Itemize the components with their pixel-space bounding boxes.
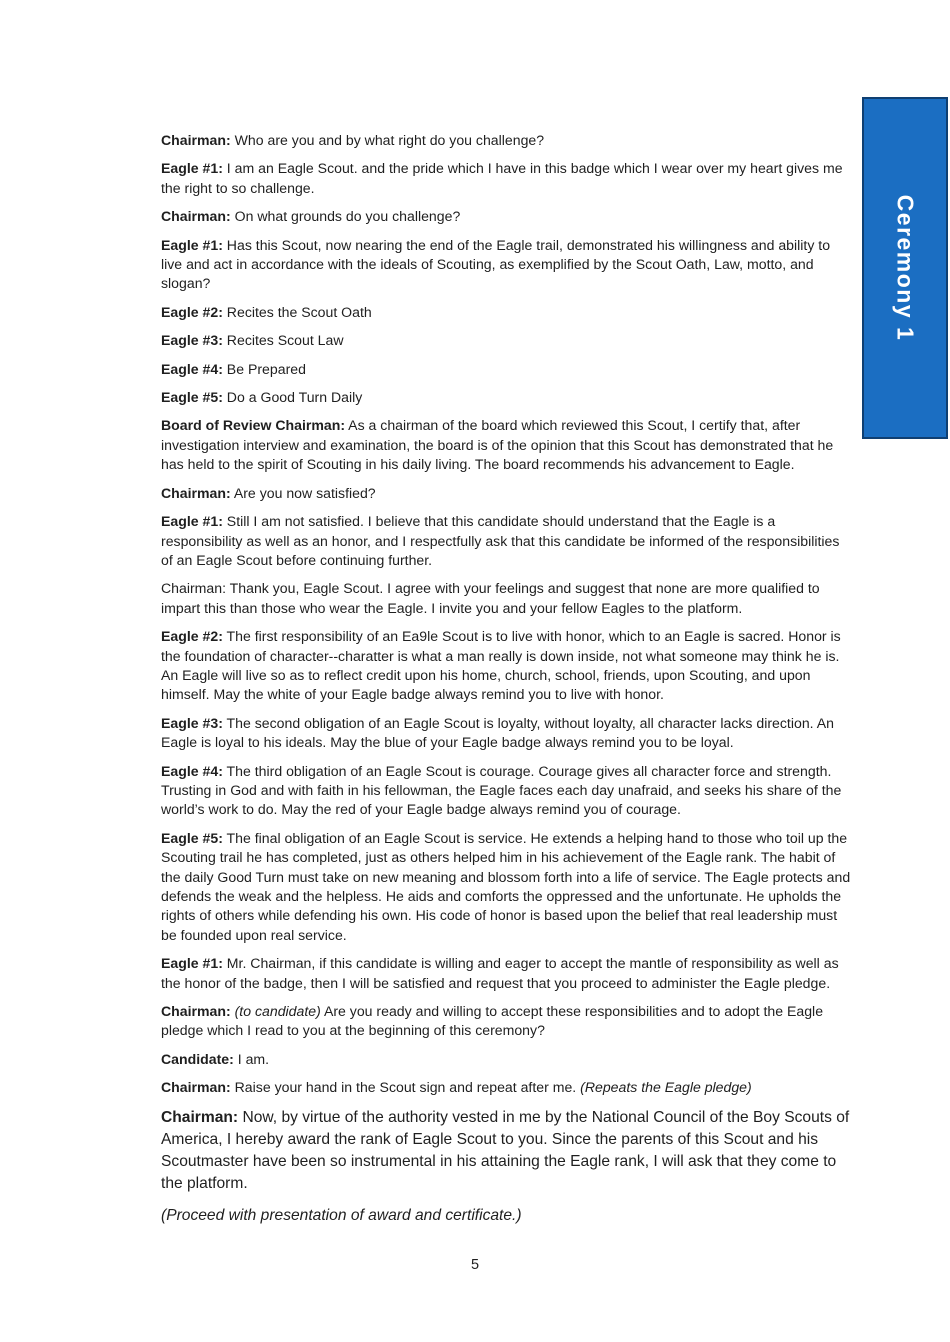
script-paragraph xyxy=(161,627,854,705)
speaker-name: Chairman: xyxy=(161,1108,239,1126)
speaker-name: Eagle #5: xyxy=(161,389,223,406)
dialogue-text: Now, by virtue of the authority vested in me by the National Council of the Boy Scouts of America, I hereby award the rank of Eagle Scout to you. Since the parents of this Scout and his Scoutmaster have been so instrumental in his attaining the Eagle rank, I will ask that they come to the platform. xyxy=(161,1108,850,1192)
script-paragraph xyxy=(161,360,854,379)
script-paragraph xyxy=(161,579,854,618)
script-paragraph xyxy=(161,762,854,820)
dialogue-text: Still I am not satisfied. I believe that this candidate should understand that the Eagle is a responsibility as well as an honor, and I respectfully ask that this candidate be informed of the responsibilities of an Eagle Scout before continuing further. xyxy=(161,513,840,568)
script-paragraph xyxy=(161,954,854,993)
ceremony-script xyxy=(161,131,854,1237)
script-paragraph xyxy=(161,484,854,503)
script-paragraph xyxy=(161,331,854,350)
dialogue-text: Recites Scout Law xyxy=(222,332,344,349)
dialogue-text: Who are you and by what right do you challenge? xyxy=(230,132,545,148)
speaker-name: Chairman: xyxy=(161,1079,231,1096)
script-paragraph xyxy=(161,1002,854,1041)
stage-direction: (to candidate) xyxy=(230,1003,321,1020)
speaker-name: Eagle #4: xyxy=(161,360,223,377)
speaker-name: Eagle #1: xyxy=(161,160,223,177)
stage-direction: (Repeats the Eagle pledge) xyxy=(580,1079,752,1096)
dialogue-text: Do a Good Turn Daily xyxy=(222,389,363,406)
dialogue-text: I am an Eagle Scout. and the pride which I have in this badge which I wear over my heart gives me the right to so challenge. xyxy=(161,160,843,196)
speaker-name: Chairman: xyxy=(161,484,231,501)
speaker-name: Eagle #2: xyxy=(161,628,223,645)
dialogue-text: Chairman: Thank you, Eagle Scout. I agree with your feelings and suggest that none are more qualified to impart this than those who wear the Eagle. I invite you and your fellow Eagles to the platform. xyxy=(161,580,820,616)
section-tab xyxy=(862,97,948,439)
dialogue-text: Be Prepared xyxy=(222,360,306,377)
speaker-name: Eagle #3: xyxy=(161,714,223,731)
page-number: 5 xyxy=(470,1257,480,1273)
dialogue-text: The second obligation of an Eagle Scout is loyalty, without loyalty, all character lacks direction. An Eagle is loyal to his ideals. May the blue of your Eagle badge always remind you to be loyal. xyxy=(161,714,834,751)
script-paragraph xyxy=(161,236,854,294)
speaker-name: Eagle #1: xyxy=(161,236,223,253)
dialogue-text: Has this Scout, now nearing the end of the Eagle trail, demonstrated his willingness and ability to live and act in accordance with the ideals of Scouting, as exemplified by the Scout Oath, Law, motto, and slogan? xyxy=(161,236,831,292)
stage-direction: (Proceed with presentation of award and certificate.) xyxy=(161,1206,522,1224)
script-paragraph xyxy=(161,1050,854,1069)
script-paragraph xyxy=(161,1107,854,1195)
speaker-name: Eagle #2: xyxy=(161,303,223,320)
dialogue-text: Mr. Chairman, if this candidate is willing and eager to accept the mantle of responsibility as well as the honor of the badge, then I will be satisfied and request that you proceed to administer the Eagle pledge. xyxy=(161,955,839,991)
script-paragraph xyxy=(161,829,854,945)
script-paragraph xyxy=(161,1078,854,1097)
speaker-name: Board of Review Chairman: xyxy=(161,417,346,434)
dialogue-text: As a chairman of the board which reviewed this Scout, I certify that, after investigation interview and examination, the board is of the opinion that this Scout has demonstrated that he has held to the spirit of Scouting in his daily living. The board recommends his advancement to Eagle. xyxy=(161,417,834,473)
script-paragraph xyxy=(161,1205,854,1227)
script-paragraph xyxy=(161,303,854,322)
speaker-name: Eagle #4: xyxy=(161,762,223,779)
script-paragraph xyxy=(161,416,854,474)
dialogue-text: Raise your hand in the Scout sign and repeat after me. xyxy=(230,1079,581,1096)
dialogue-text: Recites the Scout Oath xyxy=(222,303,372,320)
speaker-name: Chairman: xyxy=(161,208,231,225)
script-paragraph xyxy=(161,207,854,226)
speaker-name: Chairman: xyxy=(161,1003,231,1020)
speaker-name: Eagle #5: xyxy=(161,829,223,846)
speaker-name: Chairman: xyxy=(161,132,231,148)
dialogue-text: The third obligation of an Eagle Scout is courage. Courage gives all character force and strength. Trusting in God and with faith in his fellowman, the Eagle faces each day unafraid, and seeks his share of the world’s work to do. May the red of your Eagle badge always remind you of courage. xyxy=(161,762,842,818)
dialogue-text: On what grounds do you challenge? xyxy=(230,208,461,225)
dialogue-text: The final obligation of an Eagle Scout is service. He extends a helping hand to those who toil up the Scouting trail he has completed, just as others helped him in his achievement of the Eagle rank. The habit of the daily Good Turn must take on new meaning and blossom forth into a life of service. The Eagle protects and defends the weak and the helpless. He aids and comforts the oppressed and the unfortunate. He upholds the rights of others while defending his own. His code of honor is based upon the belief that real leadership must be founded upon real service. xyxy=(161,829,851,943)
dialogue-text: Are you now satisfied? xyxy=(230,484,376,501)
speaker-name: Eagle #1: xyxy=(161,955,223,972)
section-tab-label: Ceremony 1 xyxy=(892,194,919,342)
script-paragraph xyxy=(161,131,854,150)
dialogue-text: The first responsibility of an Ea9le Scout is to live with honor, which to an Eagle is sacred. Honor is the foundation of character--charatter is what a man really is down inside, not what someone may think he is. An Eagle will live so as to reflect credit upon his home, church, school, friends, upon Scouting, and upon himself. May the white of your Eagle badge always remind you to live with honor. xyxy=(161,628,841,703)
script-paragraph xyxy=(161,159,854,198)
speaker-name: Eagle #3: xyxy=(161,332,223,349)
speaker-name: Candidate: xyxy=(161,1050,234,1067)
script-paragraph xyxy=(161,512,854,570)
speaker-name: Eagle #1: xyxy=(161,513,223,530)
script-paragraph xyxy=(161,388,854,407)
dialogue-text: Are you ready and willing to accept these responsibilities and to adopt the Eagle pledge which I read to you at the beginning of this ceremony? xyxy=(161,1003,824,1039)
script-paragraph xyxy=(161,714,854,753)
dialogue-text: I am. xyxy=(233,1050,270,1067)
